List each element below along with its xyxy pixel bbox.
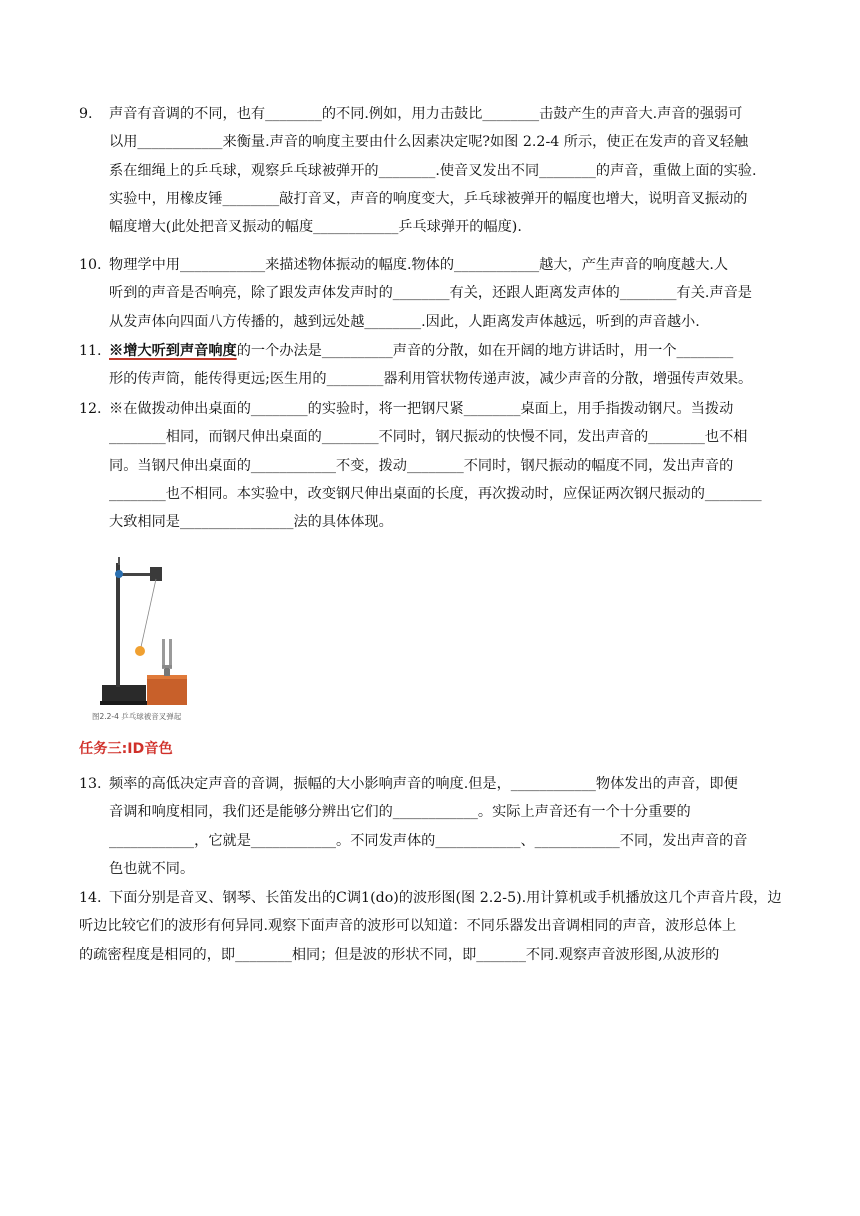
question-line: 幅度增大(此处把音叉振动的幅度____________乒乓球弹开的幅度). bbox=[109, 219, 522, 236]
question-line: 大致相同是________________法的具体体现。 bbox=[109, 514, 393, 531]
question-line: 声音有音调的不同，也有________的不同.例如，用力击鼓比________击鼓产生的声音大.声音的强弱可 bbox=[109, 106, 743, 122]
question-line: ________也不相同。本实验中，改变钢尺伸出桌面的长度，再次拨动时，应保证两次钢尺振动的________ bbox=[109, 485, 762, 502]
question-line: 以用____________来衡量.声音的响度主要由什么因素决定呢?如图 2.2-4 所示，使正在发声的音叉轻触 bbox=[109, 134, 749, 151]
question-line: 从发声体向四面八方传播的，越到远处越________.因此，人距离发声体越远，听到的声音越小. bbox=[109, 313, 700, 330]
question-14 bbox=[79, 884, 784, 969]
question-line: ※在做拨动伸出桌面的________的实验时，将一把钢尺紧________桌面上，用手指拨动钢尺。当拨动 bbox=[109, 401, 734, 417]
question-9 bbox=[79, 100, 784, 241]
figure-caption: 图2.2-4 乒乓球被音叉弹起 bbox=[92, 712, 182, 721]
question-13 bbox=[79, 770, 784, 883]
question-line: 同。当钢尺伸出桌面的____________不变，拨动________不同时，钢尺振动的幅度不同，发出声音的 bbox=[109, 457, 734, 474]
question-line: 物理学中用____________来描述物体振动的幅度.物体的____________越大，产生声音的响度越大.人 bbox=[109, 257, 729, 273]
question-line: 的疏密程度是相同的，即________相同；但是波的形状不同，即_______不同.观察声音波形图,从波形的 bbox=[79, 946, 720, 963]
question-11 bbox=[79, 337, 784, 394]
question-number: 14. bbox=[79, 890, 102, 906]
task-heading: 任务三:ID音色 bbox=[79, 741, 173, 757]
question-line: 听边比较它们的波形有何异同.观察下面声音的波形可以知道：不同乐器发出音调相同的声音，波形总体上 bbox=[79, 918, 737, 935]
question-line: 下面分别是音叉、钢琴、长笛发出的C调1(do)的波形图(图 2.2-5).用计算机或手机播放这几个声音片段，边 bbox=[109, 890, 782, 906]
tuning-fork-pingpong-icon bbox=[92, 555, 232, 710]
question-number: 12. bbox=[79, 401, 102, 417]
question-line: ________相同，而钢尺伸出桌面的________不同时，钢尺振动的快慢不同，发出声音的________也不相 bbox=[109, 429, 748, 446]
question-12 bbox=[79, 395, 784, 536]
question-line-text: 的一个办法是__________声音的分散，如在开阔的地方讲话时，用一个________ bbox=[236, 343, 734, 359]
question-line: 音调和响度相同，我们还是能够分辨出它们的____________。实际上声音还有一个十分重要的 bbox=[109, 804, 691, 821]
question-line: 实验中，用橡皮锤________敲打音叉，声音的响度变大，乒乓球被弹开的幅度也增大，说明音叉振动的 bbox=[109, 190, 748, 207]
question-line: 形的传声筒，能传得更远;医生用的________器利用管状物传递声波，减少声音的分散，增强传声效果。 bbox=[109, 371, 753, 388]
question-number: 10. bbox=[79, 257, 102, 273]
question-line: 系在细绳上的乒乓球，观察乒乓球被弹开的________.使音叉发出不同________的声音，重做上面的实验. bbox=[109, 162, 757, 179]
question-number: 11. bbox=[79, 343, 102, 359]
question-line: 听到的声音是否响亮，除了跟发声体发声时的________有关，还跟人距离发声体的________有关.声音是 bbox=[109, 285, 752, 302]
question-number: 13. bbox=[79, 776, 102, 792]
highlighted-phrase: ※增大听到声音响度 bbox=[109, 343, 237, 359]
question-line: 色也就不同。 bbox=[109, 860, 195, 877]
question-10 bbox=[79, 251, 784, 336]
question-line: ____________，它就是____________。不同发声体的____________、____________不同，发出声音的音 bbox=[109, 832, 748, 849]
question-line bbox=[79, 337, 784, 365]
question-number: 9. bbox=[79, 106, 93, 122]
question-line: 频率的高低决定声音的音调，振幅的大小影响声音的响度.但是，____________物体发出的声音，即便 bbox=[109, 776, 738, 792]
figure-tuning-fork bbox=[92, 555, 232, 725]
